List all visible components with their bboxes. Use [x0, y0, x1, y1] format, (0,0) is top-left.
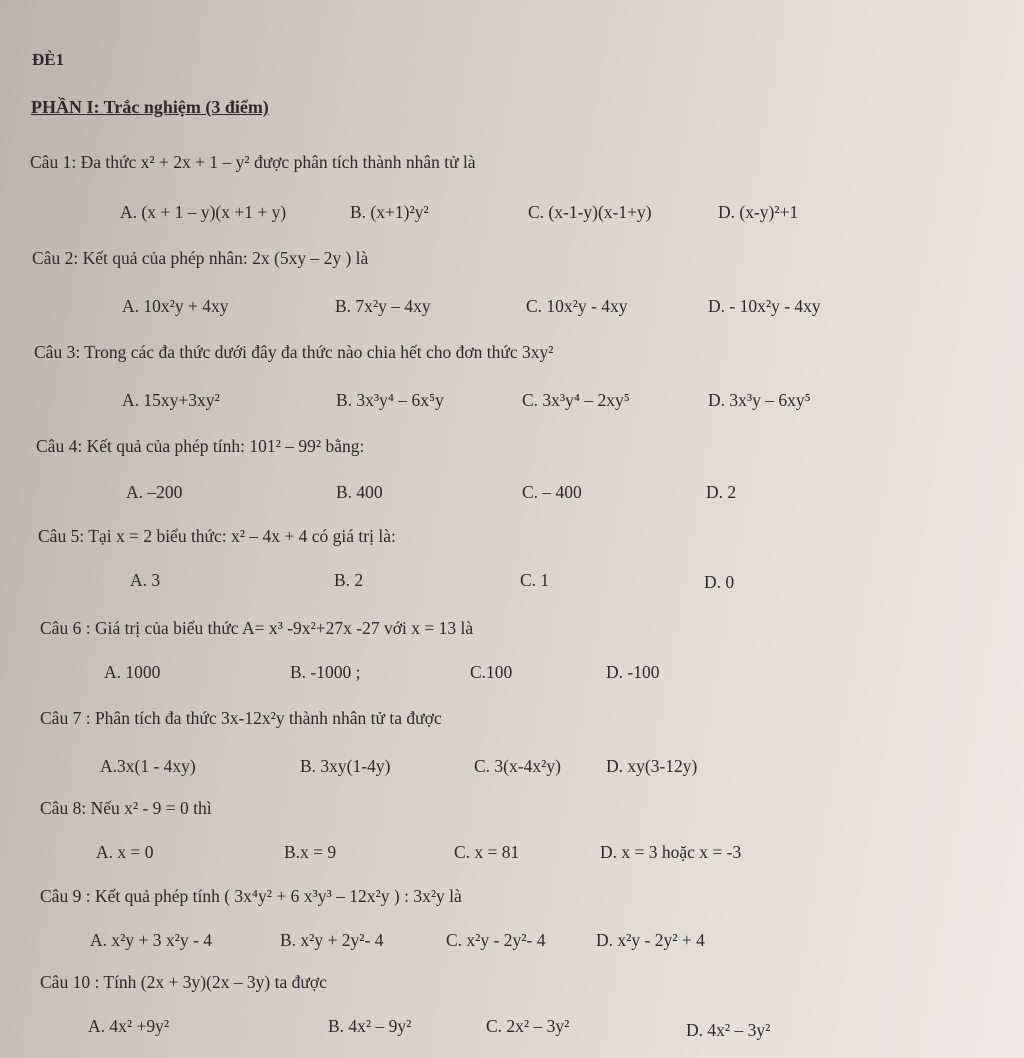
option-a[interactable]: A.3x(1 - 4xy) — [100, 756, 196, 776]
option-c[interactable]: C. – 400 — [522, 482, 582, 502]
question-text: Kết quả của phép tính: 101² – 99² bằng: — [86, 436, 365, 456]
question-label: Câu 4: — [36, 436, 83, 456]
option-c[interactable]: C. 2x² – 3y² — [486, 1016, 570, 1036]
question-text: Đa thức x² + 2x + 1 – y² được phân tích thành nhân tử là — [80, 152, 476, 172]
section-title: PHẦN I: Trắc nghiệm (3 điểm) — [31, 97, 269, 117]
option-d[interactable]: D. (x-y)²+1 — [718, 202, 799, 222]
option-c[interactable]: C. 3(x-4x²y) — [474, 756, 561, 776]
option-b[interactable]: B. -1000 ; — [290, 662, 361, 682]
option-d[interactable]: D. xy(3-12y) — [606, 756, 698, 776]
option-d[interactable]: D. 2 — [706, 482, 737, 502]
question-label: Câu 5: — [38, 526, 85, 546]
option-a[interactable]: A. x²y + 3 x²y - 4 — [90, 930, 212, 950]
option-a[interactable]: A. –200 — [126, 482, 183, 502]
question-label: Câu 7 : — [40, 708, 91, 728]
option-b[interactable]: B. x²y + 2y²- 4 — [280, 930, 384, 950]
option-a[interactable]: A. 1000 — [104, 662, 161, 682]
option-b[interactable]: B. 3x³y⁴ – 6x⁵y — [336, 390, 444, 410]
exam-code: ĐÈ1 — [32, 50, 65, 69]
question-label: Câu 1: — [30, 152, 77, 172]
option-b[interactable]: B. (x+1)²y² — [350, 202, 429, 222]
option-d[interactable]: D. x = 3 hoặc x = -3 — [600, 842, 742, 862]
question-label: Câu 6 : — [40, 618, 91, 638]
option-c[interactable]: C. (x-1-y)(x-1+y) — [528, 202, 652, 222]
option-b[interactable]: B. 2 — [334, 570, 364, 590]
question-text: Trong các đa thức dưới đây đa thức nào chia hết cho đơn thức 3xy² — [84, 342, 554, 362]
question-text: Kết quả phép tính ( 3x⁴y² + 6 x³y³ – 12x²y ) : 3x²y là — [94, 886, 462, 906]
option-b[interactable]: B.x = 9 — [284, 842, 337, 862]
option-a[interactable]: A. (x + 1 – y)(x +1 + y) — [120, 202, 287, 222]
option-c[interactable]: C. 10x²y - 4xy — [526, 296, 628, 316]
question-label: Câu 8: — [40, 798, 87, 818]
option-c[interactable]: C. x²y - 2y²- 4 — [446, 930, 546, 950]
question-label: Câu 9 : — [40, 886, 91, 906]
option-c[interactable]: C.100 — [470, 662, 513, 682]
option-d[interactable]: D. 3x³y – 6xy⁵ — [708, 390, 811, 410]
option-b[interactable]: B. 4x² – 9y² — [328, 1016, 412, 1036]
option-c[interactable]: C. x = 81 — [454, 842, 520, 862]
option-d[interactable]: D. 4x² – 3y² — [686, 1020, 771, 1040]
option-a[interactable]: A. 10x²y + 4xy — [122, 296, 229, 316]
option-c[interactable]: C. 3x³y⁴ – 2xy⁵ — [522, 390, 630, 410]
question-label: Câu 2: — [32, 248, 79, 268]
option-d[interactable]: D. x²y - 2y² + 4 — [596, 930, 705, 950]
option-a[interactable]: A. 15xy+3xy² — [122, 390, 220, 410]
option-a[interactable]: A. x = 0 — [96, 842, 154, 862]
question-text: Tính (2x + 3y)(2x – 3y) ta được — [103, 972, 327, 992]
option-b[interactable]: B. 3xy(1-4y) — [300, 756, 391, 776]
question-text: Tại x = 2 biểu thức: x² – 4x + 4 có giá trị là: — [88, 526, 396, 546]
option-b[interactable]: B. 400 — [336, 482, 383, 502]
option-d[interactable]: D. - 10x²y - 4xy — [708, 296, 821, 316]
option-d[interactable]: D. 0 — [704, 572, 735, 592]
option-a[interactable]: A. 4x² +9y² — [88, 1016, 170, 1036]
question-text: Phân tích đa thức 3x-12x²y thành nhân tử ta được — [94, 708, 442, 728]
option-b[interactable]: B. 7x²y – 4xy — [335, 296, 431, 316]
question-label: Câu 10 : — [40, 972, 100, 992]
option-d[interactable]: D. -100 — [606, 662, 660, 682]
option-c[interactable]: C. 1 — [520, 570, 550, 590]
question-text: Nếu x² - 9 = 0 thì — [90, 798, 212, 818]
question-text: Kết quả của phép nhân: 2x (5xy – 2y ) là — [82, 248, 369, 268]
question-text: Giá trị của biểu thức A= x³ -9x²+27x -27 với x = 13 là — [94, 618, 474, 638]
option-a[interactable]: A. 3 — [130, 570, 161, 590]
question-label: Câu 3: — [34, 342, 81, 362]
